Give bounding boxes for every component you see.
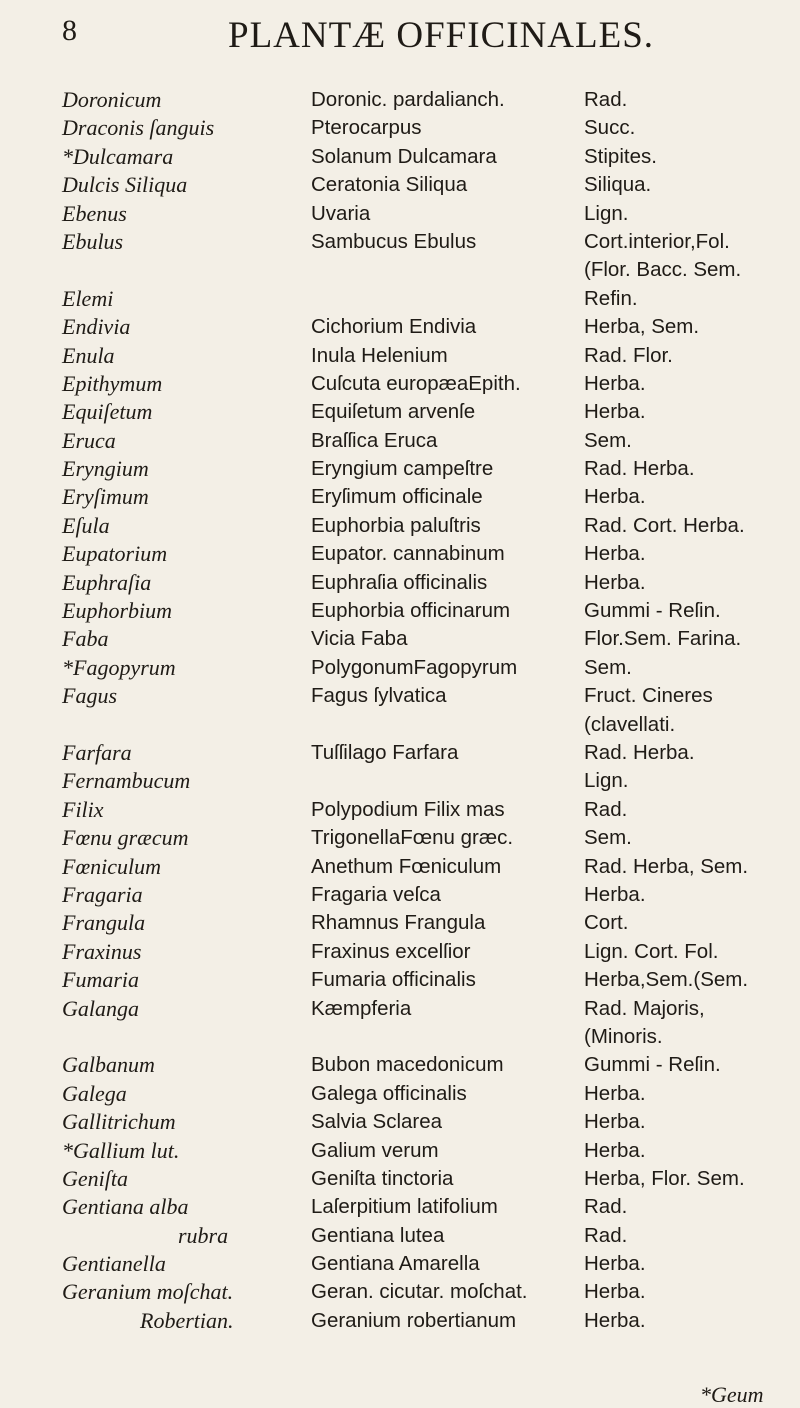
officinal-name: Gentianella (62, 1251, 166, 1277)
botanical-name: Anethum Fœniculum (311, 854, 502, 878)
part-used: Rad. Herba. (584, 741, 695, 765)
botanical-name: Euphorbia paluſtris (311, 513, 481, 537)
part-used: Herba,Sem.(Sem. (584, 968, 749, 992)
part-used: Rad. (584, 1223, 628, 1247)
entry-row (0, 512, 800, 540)
botanical-name: Laſerpitium latifolium (311, 1195, 498, 1219)
part-used: Herba. (584, 1081, 646, 1105)
officinal-name: Gallitrichum (62, 1109, 176, 1135)
part-used: Herba. (584, 1138, 646, 1162)
botanical-name: Cuſcuta europæaEpith. (311, 371, 521, 395)
officinal-name: Gentiana alba (62, 1194, 189, 1220)
officinal-name: Robertian. (140, 1307, 234, 1333)
officinal-name: Euphraſia (62, 569, 152, 595)
entry-row (0, 483, 800, 511)
officinal-name: Fœnu græcum (62, 825, 189, 851)
part-used: Rad. Majoris, (584, 996, 705, 1020)
part-used: Gummi - Reſin. (584, 1053, 721, 1077)
officinal-name: Fraxinus (62, 938, 142, 964)
officinal-name: Dulcis Siliqua (62, 172, 188, 198)
officinal-name: Fragaria (62, 881, 143, 907)
entry-row (0, 342, 800, 370)
entry-row (0, 654, 800, 682)
officinal-name: Galanga (62, 995, 139, 1021)
entry-row (0, 569, 800, 597)
officinal-name: Enula (62, 342, 115, 368)
officinal-name: Eupatorium (62, 541, 168, 567)
part-used: Herba. (584, 882, 646, 906)
entry-row (0, 881, 800, 909)
botanical-name: Euphorbia officinarum (311, 599, 511, 623)
entry-row (0, 313, 800, 341)
botanical-name: Geniſta tinctoria (311, 1166, 454, 1190)
botanical-name: Bubon macedonicum (311, 1053, 504, 1077)
part-used: Herba, Sem. (584, 315, 700, 339)
officinal-name: Ebenus (62, 200, 127, 226)
entry-row (0, 909, 800, 937)
entry-row (0, 228, 800, 285)
entry-row (0, 1051, 800, 1079)
officinal-name: *Fagopyrum (62, 654, 176, 680)
officinal-name: Eryngium (62, 456, 149, 482)
officinal-name: Faba (62, 626, 109, 652)
botanical-name: TrigonellaFœnu græc. (311, 826, 514, 850)
botanical-name: Eryſimum officinale (311, 485, 483, 509)
officinal-name: *Dulcamara (62, 143, 174, 169)
officinal-name: rubra (178, 1222, 229, 1248)
part-used: Herba. (584, 1252, 646, 1276)
part-used: Cort. (584, 911, 629, 935)
botanical-name: Braſſica Eruca (311, 428, 438, 452)
entry-row (0, 682, 800, 739)
page-header (0, 14, 800, 64)
part-used: Siliqua. (584, 173, 652, 197)
botanical-name: Tuſſilago Farfara (311, 741, 459, 765)
botanical-name: Fagus ſylvatica (311, 684, 447, 708)
botanical-name: Pterocarpus (311, 116, 422, 140)
botanical-name: Geran. cicutar. moſchat. (311, 1280, 528, 1304)
botanical-name: Fumaria officinalis (311, 968, 476, 992)
part-used: Herba. (584, 485, 646, 509)
officinal-name: Ebulus (62, 228, 124, 254)
entry-row (0, 995, 800, 1052)
botanical-name: Eupator. cannabinum (311, 542, 505, 566)
botanical-name: Gentiana lutea (311, 1223, 445, 1247)
officinal-name: Fagus (62, 683, 117, 709)
entry-row (0, 767, 800, 795)
part-used: Rad. (584, 797, 628, 821)
part-used: Herba, Flor. Sem. (584, 1166, 745, 1190)
part-used-continuation: (Minoris. (584, 1024, 663, 1048)
part-used: Rad. Flor. (584, 343, 673, 367)
botanical-name: Fragaria veſca (311, 882, 441, 906)
entry-row (0, 200, 800, 228)
entry-row (0, 739, 800, 767)
officinal-name: Filix (62, 796, 104, 822)
officinal-name: Elemi (62, 285, 114, 311)
part-used: Herba. (584, 542, 646, 566)
entry-row (0, 427, 800, 455)
entry-row (0, 398, 800, 426)
officinal-name: Fumaria (62, 967, 139, 993)
botanical-name: Galium verum (311, 1138, 439, 1162)
page-number: 8 (62, 14, 77, 47)
officinal-name: Geranium moſchat. (62, 1279, 234, 1305)
entry-row (0, 1193, 800, 1221)
botanical-name: Equiſetum arvenſe (311, 400, 476, 424)
part-used: Lign. Cort. Fol. (584, 939, 719, 963)
entry-row (0, 625, 800, 653)
entry-row (0, 455, 800, 483)
part-used: Sem. (584, 826, 632, 850)
part-used: Gummi - Reſin. (584, 599, 721, 623)
officinal-name: Farfara (62, 740, 132, 766)
entry-row (0, 1080, 800, 1108)
botanical-name: Vicia Faba (311, 627, 408, 651)
botanical-name: Doronic. pardalianch. (311, 88, 505, 111)
part-used-continuation: (clavellati. (584, 712, 676, 736)
entry-row (0, 1250, 800, 1278)
part-used: Herba. (584, 570, 646, 594)
officinal-name: Draconis ſanguis (62, 115, 215, 141)
botanical-name: Polypodium Filix mas (311, 797, 505, 821)
entry-row (0, 966, 800, 994)
officinal-name: Doronicum (62, 87, 162, 112)
officinal-name: Fernambucum (62, 768, 191, 794)
entry-row (0, 853, 800, 881)
part-used: Lign. (584, 201, 629, 225)
officinal-name: Galbanum (62, 1052, 155, 1078)
entry-row (0, 86, 800, 114)
botanical-name: Ceratonia Siliqua (311, 173, 468, 197)
part-used: Rad. Herba. (584, 457, 695, 481)
botanical-name: PolygonumFagopyrum (311, 655, 518, 679)
part-used: Herba. (584, 371, 646, 395)
part-used: Rad. Cort. Herba. (584, 513, 745, 537)
officinal-name: Galega (62, 1080, 127, 1106)
botanical-name: Galega officinalis (311, 1081, 467, 1105)
officinal-name: Epithymum (62, 370, 163, 396)
officinal-name: Eruca (62, 427, 116, 453)
catchword: *Geum (700, 1382, 764, 1407)
entry-row (0, 597, 800, 625)
officinal-name: Eryſimum (62, 484, 149, 510)
botanical-name: Geranium robertianum (311, 1308, 517, 1332)
entry-row (0, 796, 800, 824)
entry-row (0, 1278, 800, 1306)
entry-row (0, 1165, 800, 1193)
botanical-name: Solanum Dulcamara (311, 144, 497, 168)
entry-row (0, 1222, 800, 1250)
part-used: Succ. (584, 116, 636, 140)
part-used: Rad. Herba, Sem. (584, 854, 749, 878)
part-used: Herba. (584, 1308, 646, 1332)
officinal-name: Fœniculum (62, 853, 161, 879)
entry-row (0, 171, 800, 199)
entry-row (0, 143, 800, 171)
part-used: Sem. (584, 655, 632, 679)
entry-row (0, 938, 800, 966)
botanical-name: Cichorium Endivia (311, 315, 477, 339)
entry-list (0, 86, 800, 1335)
part-used: Cort.interior,Fol. (584, 229, 730, 253)
botanical-name: Inula Helenium (311, 343, 448, 367)
botanical-name: Rhamnus Frangula (311, 911, 486, 935)
running-title: PLANTÆ OFFICINALES. (228, 15, 655, 56)
part-used: Rad. (584, 88, 628, 111)
botanical-name: Fraxinus excelſior (311, 939, 471, 963)
part-used: Stipites. (584, 144, 657, 168)
entry-row (0, 1307, 800, 1335)
part-used: Flor.Sem. Farina. (584, 627, 742, 651)
botanical-name: Uvaria (311, 201, 371, 225)
entry-row (0, 824, 800, 852)
botanical-name: Euphraſia officinalis (311, 570, 488, 594)
part-used: Herba. (584, 400, 646, 424)
part-used: Rad. (584, 1195, 628, 1219)
botanical-name: Eryngium campeſtre (311, 457, 494, 481)
officinal-name: Eſula (62, 512, 110, 538)
part-used-continuation: (Flor. Bacc. Sem. (584, 258, 742, 282)
officinal-name: Euphorbium (62, 598, 172, 624)
entry-row (0, 114, 800, 142)
botanical-name: Gentiana Amarella (311, 1252, 480, 1276)
part-used: Lign. (584, 769, 629, 793)
officinal-name: Geniſta (62, 1165, 128, 1191)
entry-row (0, 540, 800, 568)
officinal-name: Frangula (62, 910, 146, 936)
botanical-name: Sambucus Ebulus (311, 229, 477, 253)
entry-row (0, 370, 800, 398)
entry-row (0, 285, 800, 313)
part-used: Herba. (584, 1280, 646, 1304)
entry-row (0, 1108, 800, 1136)
officinal-name: Equiſetum (62, 399, 153, 425)
botanical-name: Kæmpferia (311, 996, 412, 1020)
officinal-name: *Gallium lut. (62, 1137, 180, 1163)
part-used: Herba. (584, 1110, 646, 1134)
part-used: Refin. (584, 286, 638, 310)
entry-row (0, 1137, 800, 1165)
part-used: Sem. (584, 428, 632, 452)
botanical-name: Salvia Sclarea (311, 1110, 443, 1134)
part-used: Fruct. Cineres (584, 684, 713, 708)
officinal-name: Endivia (62, 314, 131, 340)
